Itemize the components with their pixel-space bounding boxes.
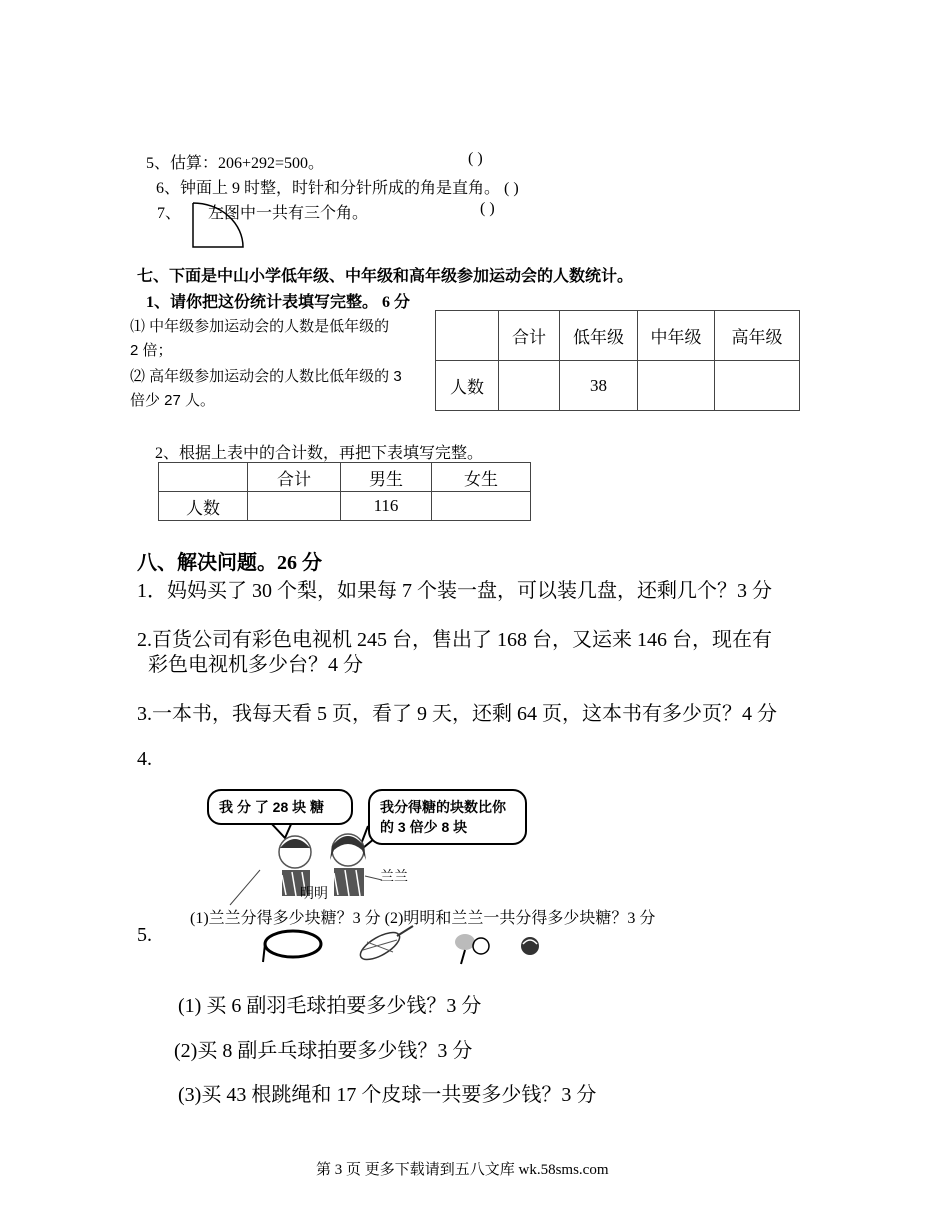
- table-cell: [432, 492, 531, 521]
- judge-q7-text: 左图中一共有三个角。: [208, 205, 369, 222]
- hint2-line1: ⑵ 高年级参加运动会的人数比低年级的 3: [130, 368, 402, 385]
- problem-5-q2: (2)买 8 副乒乓球拍要多少钱？3 分: [174, 1040, 473, 1062]
- table-cell: 中年级: [638, 311, 715, 361]
- stats-table-grades: [435, 310, 800, 411]
- table-cell: 合计: [248, 463, 341, 492]
- hint1-line1: ⑴ 中年级参加运动会的人数是低年级的: [130, 318, 390, 335]
- section7-sub2: 2、根据上表中的合计数，再把下表填写完整。: [155, 445, 484, 462]
- judge-q7-paren: ( ): [480, 200, 495, 217]
- page-footer: 第 3 页 更多下载请到五八文库 wk.58sms.com: [316, 1162, 609, 1178]
- table-cell: 男生: [341, 463, 432, 492]
- table-row: [436, 311, 800, 361]
- table-cell: [499, 361, 560, 411]
- table-row: [159, 492, 531, 521]
- table-row: [436, 361, 800, 411]
- problem-5-q3: (3)买 43 根跳绳和 17 个皮球一共要多少钱？3 分: [178, 1084, 597, 1106]
- judge-q5-paren: ( ): [468, 150, 483, 167]
- table-cell: [248, 492, 341, 521]
- judge-q5-text: 5、估算：206+292=500。: [146, 155, 325, 172]
- table-cell: 人数: [436, 361, 499, 411]
- table-cell: 低年级: [560, 311, 638, 361]
- sports-items-illustration: [255, 920, 555, 968]
- table-cell: 人数: [159, 492, 248, 521]
- hint1-line2: 2 倍；: [130, 342, 173, 359]
- name-boy: 明明: [300, 887, 328, 902]
- table-cell: [715, 361, 800, 411]
- problem-3: 3.一本书，我每天看 5 页，看了 9 天，还剩 64 页，这本书有多少页？4 分: [137, 703, 777, 725]
- stats-table-gender: [158, 462, 531, 521]
- speech-bubble-right: 我分得糖的块数比你的 3 倍少 8 块: [368, 789, 527, 845]
- hint2-line2: 倍少 27 人。: [130, 392, 216, 409]
- judge-q6: 6、钟面上 9 时整，时针和分针所成的角是直角。 ( ): [156, 180, 519, 197]
- name-girl: 兰兰: [380, 870, 408, 885]
- speech-bubble-left: 我 分 了 28 块 糖: [207, 789, 353, 825]
- table-cell: [159, 463, 248, 492]
- problem-4-questions: (1)兰兰分得多少块糖？3 分 (2)明明和兰兰一共分得多少块糖？3 分: [190, 910, 656, 927]
- problem-2-line1: 2.百货公司有彩色电视机 245 台，售出了 168 台，又运来 146 台，现在有: [137, 629, 772, 651]
- table-cell: [638, 361, 715, 411]
- problem-5-number: 5.: [137, 924, 152, 946]
- judge-q5: [146, 150, 324, 173]
- section8-title: 八、解决问题。26 分: [137, 552, 322, 574]
- table-cell: 116: [341, 492, 432, 521]
- problem-1: 1．妈妈买了 30 个梨，如果每 7 个装一盘，可以装几盘，还剩几个？3 分: [137, 580, 772, 602]
- problem-4-number: 4.: [137, 748, 152, 770]
- judge-q7-number: 7、: [157, 205, 182, 222]
- problem-2-line2: 彩色电视机多少台？4 分: [148, 654, 363, 676]
- table-cell: 合计: [499, 311, 560, 361]
- table-cell: 高年级: [715, 311, 800, 361]
- problem-5-q1: (1) 买 6 副羽毛球拍要多少钱？3 分: [178, 995, 482, 1017]
- section7-title: 七、下面是中山小学低年级、中年级和高年级参加运动会的人数统计。: [137, 268, 634, 285]
- table-row: [159, 463, 531, 492]
- table-cell: 38: [560, 361, 638, 411]
- table-cell: 女生: [432, 463, 531, 492]
- table-cell: [436, 311, 499, 361]
- section7-sub1: 1、请你把这份统计表填写完整。 6 分: [146, 294, 411, 311]
